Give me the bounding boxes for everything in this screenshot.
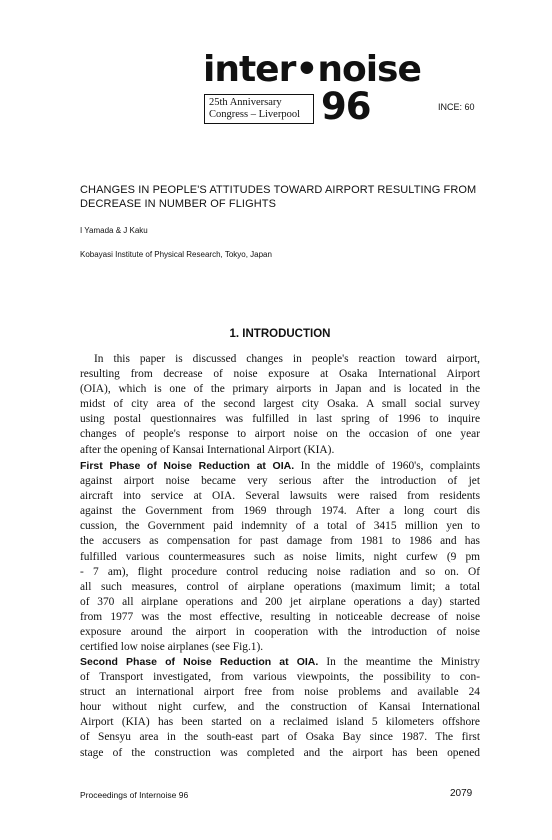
body-line: In this paper is discussed changes in people's reaction toward airport,	[94, 353, 480, 365]
body-line: Airport (KIA) has been started on a reclaimed island 5 kilometers offshore	[80, 716, 480, 729]
body-line: stage of the construction was completed and the airport has been opened	[80, 746, 480, 759]
body-line: against airport noise became very serious after the introduction of jet	[80, 475, 480, 488]
body-line: of Transport investigated, from various viewpoints, the possibility to con-	[80, 671, 480, 684]
phase2-paragraph	[80, 655, 480, 761]
body-line: struct an international airport free from noise problems and available 24	[80, 686, 480, 699]
body-line: hour without night curfew, and the construction of Kansai International	[80, 701, 480, 714]
conference-logo	[203, 49, 421, 128]
body-line: resulting from decrease of noise exposure at Osaka International Airport	[80, 368, 480, 381]
logo-year: 96	[321, 85, 371, 128]
body-line: midst of city area of the second largest city Osaka. A small social survey	[80, 398, 480, 411]
phase2-first-line: In the meantime the Ministry	[318, 656, 480, 668]
title-line-2: DECREASE IN NUMBER OF FLIGHTS	[80, 198, 277, 210]
body-line: aircraft into service at OIA. Several lawsuits were raised from residents	[80, 490, 480, 503]
ince-code: INCE: 60	[438, 102, 475, 112]
body-line: of 370 all airplane operations and 200 jet airplane operations a day) started	[80, 595, 480, 608]
paper-affiliation: Kobayasi Institute of Physical Research, Tokyo, Japan	[80, 250, 272, 259]
phase1-paragraph	[80, 459, 480, 655]
logo-anniversary-box	[204, 94, 314, 124]
body-line: against the Government from 1969 through 1974. After a long court dis	[80, 505, 480, 518]
footer-proceedings: Proceedings of Internoise 96	[80, 790, 189, 800]
body-line	[80, 655, 480, 670]
logo-wordmark: inter•noise	[203, 49, 421, 90]
body-line: the accusers as compensation for past damage from 1981 to 1986 and has	[80, 535, 480, 548]
body-line: of Sensyu area in the south-east part of Osaka Bay since 1987. The first	[80, 731, 480, 744]
paper-title	[80, 183, 490, 211]
body-line: certified low noise airplanes (see Fig.1).	[80, 641, 264, 654]
body-line: from 1977 was the most effective, resulting in noticeable decrease of noise	[80, 610, 480, 623]
logo-box-line1: 25th Anniversary	[209, 97, 282, 108]
body-line	[80, 459, 480, 474]
body-line: all such measures, control of airplane operations (maximum limit; a total	[80, 580, 480, 593]
paper-authors: I Yamada & J Kaku	[80, 226, 148, 235]
body-line: exposure around the airport in cooperation with the introduction of noise	[80, 626, 480, 639]
logo-box-line2: Congress – Liverpool	[209, 109, 300, 120]
body-line: (OIA), which is one of the primary airports in Japan and is located in the	[80, 383, 480, 396]
intro-paragraph	[80, 352, 480, 458]
body-line: changes of people's response to airport noise on the occasion of one year	[80, 428, 480, 441]
body-line: - 7 am), flight procedure control reducing noise radiation and so on. Of	[80, 565, 480, 578]
phase2-heading: Second Phase of Noise Reduction at OIA.	[80, 656, 319, 668]
body-line: fulfilled various countermeasures such as noise limits, night curfew (9 pm	[80, 550, 480, 563]
body-line: using postal questionnaires was fulfilled in last spring of 1996 to inquire	[80, 413, 480, 426]
section-heading: 1. INTRODUCTION	[229, 328, 331, 340]
page-number: 2079	[450, 788, 473, 799]
title-line-1: CHANGES IN PEOPLE'S ATTITUDES TOWARD AIRPORT RESULTING FROM	[80, 184, 477, 196]
phase1-heading: First Phase of Noise Reduction at OIA.	[80, 460, 295, 472]
body-line: after the opening of Kansai International Airport (KIA).	[80, 443, 335, 456]
phase1-first-line: In the middle of 1960's, complaints	[294, 460, 480, 472]
body-line: cussion, the Government paid indemnity of a total of 3415 million yen to	[80, 520, 480, 533]
